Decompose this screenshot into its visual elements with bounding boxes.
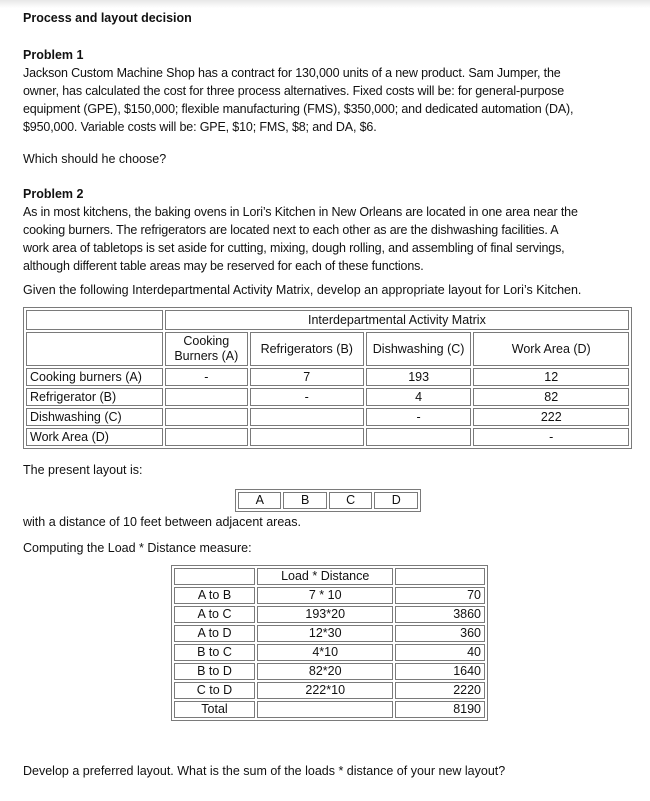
matrix-row (26, 368, 629, 386)
distance-note: with a distance of 10 feet between adjacent areas. (23, 515, 301, 529)
matrix-col-header-c: Dishwashing (C) (366, 332, 472, 366)
matrix-corner-cell (26, 310, 163, 330)
ld-value: 40 (395, 644, 485, 661)
matrix-cell: - (250, 388, 364, 406)
matrix-cell: 193 (366, 368, 472, 386)
layout-cell-a: A (238, 492, 281, 509)
matrix-cell (250, 428, 364, 446)
matrix-cell: 222 (473, 408, 629, 426)
problem2-line: cooking burners. The refrigerators are located next to each other as are the dishwashing facilities. A (23, 223, 559, 237)
matrix-col-header-a-line1: Cooking (183, 334, 230, 348)
ld-header-load-distance: Load * Distance (257, 568, 393, 585)
matrix-cell: 7 (250, 368, 364, 386)
ld-calc: 4*10 (257, 644, 393, 661)
matrix-cell: 4 (366, 388, 472, 406)
matrix-col-header-a-line2: Burners (A) (174, 349, 239, 363)
matrix-row (26, 388, 629, 406)
final-question: Develop a preferred layout. What is the sum of the loads * distance of your new layout? (23, 764, 506, 778)
ld-calc: 222*10 (257, 682, 393, 699)
ld-pair: B to D (174, 663, 255, 680)
ld-pair: B to C (174, 644, 255, 661)
problem1-line: $950,000. Variable costs will be: GPE, $10; FMS, $8; and DA, $6. (23, 120, 377, 134)
ld-value: 3860 (395, 606, 485, 623)
ld-row (174, 644, 485, 661)
problem2-line: As in most kitchens, the baking ovens in Lori’s Kitchen in New Orleans are located in one area near the (23, 205, 578, 219)
matrix-col-header-d: Work Area (D) (473, 332, 629, 366)
ld-value: 2220 (395, 682, 485, 699)
computing-label: Computing the Load * Distance measure: (23, 541, 252, 555)
ld-row (174, 587, 485, 604)
matrix-title: Interdepartmental Activity Matrix (165, 310, 629, 330)
matrix-cell: 82 (473, 388, 629, 406)
ld-calc: 193*20 (257, 606, 393, 623)
problem2-heading: Problem 2 (23, 187, 84, 201)
matrix-row-label: Cooking burners (A) (26, 368, 163, 386)
matrix-header-empty (26, 332, 163, 366)
ld-total-label: Total (174, 701, 255, 718)
problem2-text (23, 203, 643, 275)
layout-cell-b: B (283, 492, 326, 509)
matrix-cell: - (165, 368, 248, 386)
matrix-row-label: Dishwashing (C) (26, 408, 163, 426)
ld-value: 360 (395, 625, 485, 642)
present-layout-diagram (235, 489, 421, 512)
problem2-line: although different table areas may be reserved for each of these functions. (23, 259, 424, 273)
problem1-question: Which should he choose? (23, 152, 167, 166)
problem1-heading: Problem 1 (23, 48, 84, 62)
matrix-cell: - (473, 428, 629, 446)
ld-row (174, 682, 485, 699)
matrix-cell (165, 428, 248, 446)
load-distance-table (171, 565, 488, 721)
ld-row (174, 625, 485, 642)
matrix-row-label: Work Area (D) (26, 428, 163, 446)
layout-cell-d: D (374, 492, 418, 509)
ld-pair: A to D (174, 625, 255, 642)
ld-header-empty (174, 568, 255, 585)
ld-row (174, 606, 485, 623)
matrix-title-row (26, 310, 629, 330)
matrix-cell (165, 388, 248, 406)
ld-value: 70 (395, 587, 485, 604)
ld-header-row (174, 568, 485, 585)
matrix-cell (250, 408, 364, 426)
matrix-col-header-a (165, 332, 248, 366)
matrix-row (26, 428, 629, 446)
matrix-cell: - (366, 408, 472, 426)
ld-header-empty (395, 568, 485, 585)
problem1-line: Jackson Custom Machine Shop has a contract for 130,000 units of a new product. Sam Jumper, the (23, 66, 561, 80)
matrix-row-label: Refrigerator (B) (26, 388, 163, 406)
problem1-text (23, 64, 643, 136)
matrix-cell (366, 428, 472, 446)
ld-pair: A to B (174, 587, 255, 604)
ld-total-row (174, 701, 485, 718)
problem1-line: owner, has calculated the cost for three process alternatives. Fixed costs will be: for general-purpose (23, 84, 565, 98)
ld-row (174, 663, 485, 680)
matrix-header-row (26, 332, 629, 366)
matrix-row (26, 408, 629, 426)
matrix-col-header-b: Refrigerators (B) (250, 332, 364, 366)
ld-calc: 82*20 (257, 663, 393, 680)
problem1-line: equipment (GPE), $150,000; flexible manufacturing (FMS), $350,000; and dedicated automation (DA), (23, 102, 574, 116)
ld-calc: 12*30 (257, 625, 393, 642)
problem2-line: work area of tabletops is set aside for cutting, mixing, dough rolling, and assembling of final servings, (23, 241, 565, 255)
ld-total-value: 8190 (395, 701, 485, 718)
document-title: Process and layout decision (23, 11, 192, 25)
ld-pair: C to D (174, 682, 255, 699)
ld-calc: 7 * 10 (257, 587, 393, 604)
ld-pair: A to C (174, 606, 255, 623)
matrix-cell: 12 (473, 368, 629, 386)
ld-value: 1640 (395, 663, 485, 680)
top-shade (0, 0, 650, 8)
problem2-given: Given the following Interdepartmental Activity Matrix, develop an appropriate layout for Lori’s Kitchen. (23, 283, 582, 297)
activity-matrix-table (23, 307, 632, 449)
present-layout-label: The present layout is: (23, 463, 143, 477)
layout-cell-c: C (329, 492, 373, 509)
matrix-cell (165, 408, 248, 426)
ld-total-calc (257, 701, 393, 718)
